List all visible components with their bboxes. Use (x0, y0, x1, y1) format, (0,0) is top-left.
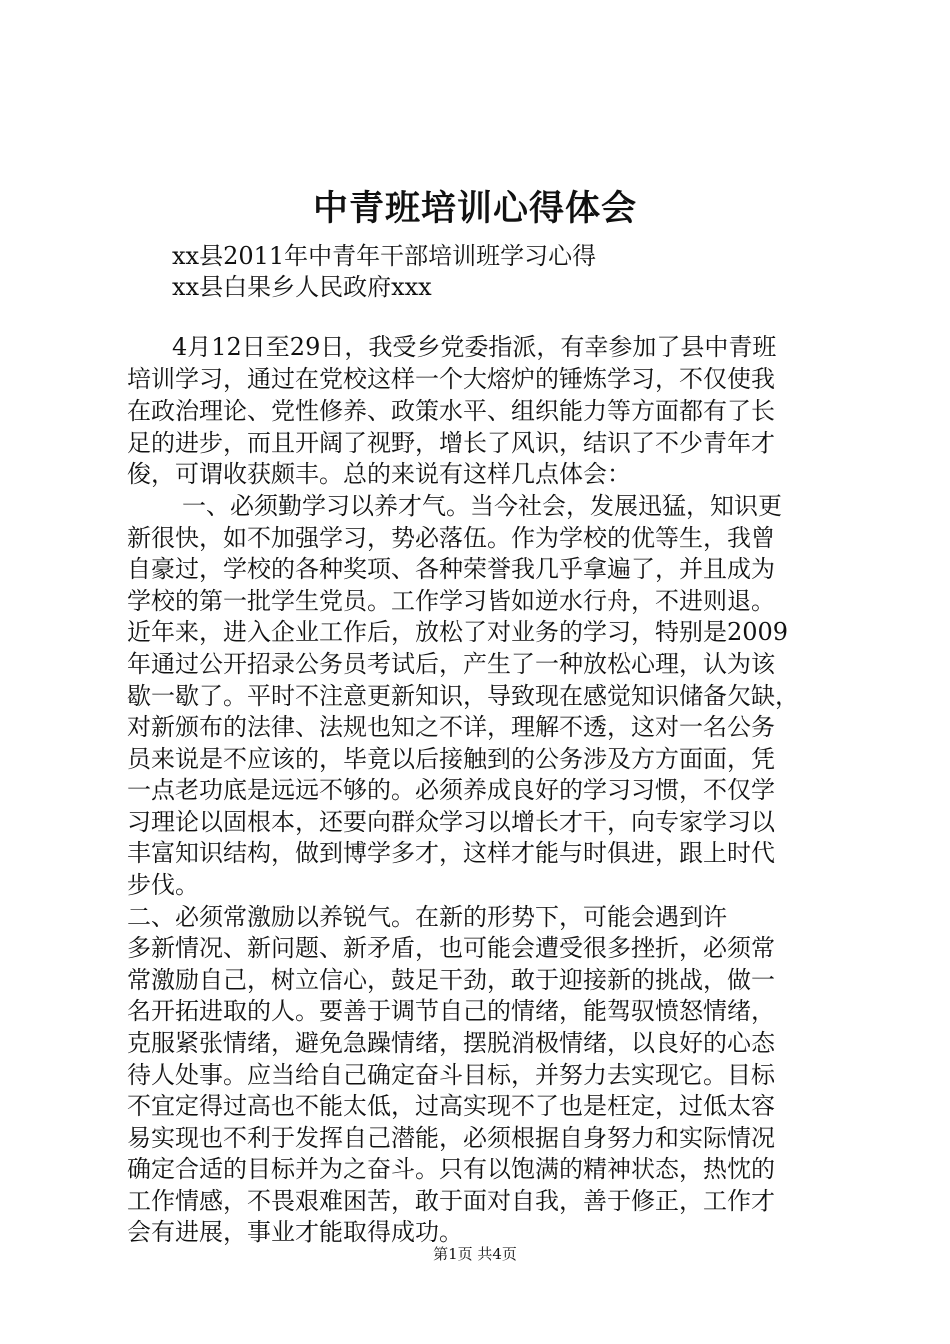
body-line: 步伐。 (127, 871, 199, 899)
body-line: 年通过公开招录公务员考试后，产生了一种放松心理，认为该 (127, 650, 775, 678)
body-line: 确定合适的目标并为之奋斗。只有以饱满的精神状态，热忱的 (127, 1155, 775, 1183)
body-line: 自豪过，学校的各种奖项、各种荣誉我几乎拿遍了，并且成为 (127, 555, 775, 583)
body-line: 名开拓进取的人。要善于调节自己的情绪，能驾驭愤怒情绪， (127, 997, 775, 1025)
body-line: 足的进步，而且开阔了视野，增长了风识，结识了不少青年才 (127, 429, 775, 457)
body-line: 新很快，如不加强学习，势必落伍。作为学校的优等生，我曾 (127, 524, 775, 552)
section-heading-line: 一、必须勤学习以养才气。当今社会，发展迅猛，知识更 (182, 492, 782, 520)
body-line: 二、必须常激励以养锐气。在新的形势下，可能会遇到许 (127, 903, 727, 931)
subtitle-line: xx县2011年中青年干部培训班学习心得 (172, 242, 597, 270)
body-line: 多新情况、新问题、新矛盾，也可能会遭受很多挫折，必须常 (127, 934, 775, 962)
body-line: 在政治理论、党性修养、政策水平、组织能力等方面都有了长 (127, 397, 775, 425)
body-line: 培训学习，通过在党校这样一个大熔炉的锤炼学习，不仅使我 (127, 365, 775, 393)
body-line: 工作情感，不畏艰难困苦，敢于面对自我，善于修正，工作才 (127, 1187, 775, 1215)
author-line: xx县白果乡人民政府xxx (172, 273, 432, 301)
body-line: 克服紧张情绪，避免急躁情绪，摆脱消极情绪，以良好的心态 (127, 1029, 775, 1057)
body-line: 丰富知识结构，做到博学多才，这样才能与时俱进，跟上时代 (127, 839, 775, 867)
body-line: 员来说是不应该的，毕竟以后接触到的公务涉及方方面面，凭 (127, 745, 775, 773)
body-line: 歇一歇了。平时不注意更新知识，导致现在感觉知识储备欠缺， (127, 682, 799, 710)
body-line: 易实现也不利于发挥自己潜能，必须根据自身努力和实际情况 (127, 1124, 775, 1152)
body-line: 一点老功底是远远不够的。必须养成良好的学习习惯，不仅学 (127, 776, 775, 804)
body-line: 近年来，进入企业工作后，放松了对业务的学习，特别是2009 (127, 618, 789, 646)
body-line: 俊，可谓收获颇丰。总的来说有这样几点体会： (127, 460, 631, 488)
body-line: 不宜定得过高也不能太低，过高实现不了也是枉定，过低太容 (127, 1092, 775, 1120)
body-line: 对新颁布的法律、法规也知之不详，理解不透，这对一名公务 (127, 713, 775, 741)
page-footer: 第1页 共4页 (433, 1245, 517, 1263)
document-title: 中青班培训心得体会 (312, 188, 637, 229)
body-line: 学校的第一批学生党员。工作学习皆如逆水行舟，不进则退。 (127, 587, 775, 615)
body-line: 待人处事。应当给自己确定奋斗目标，并努力去实现它。目标 (127, 1061, 775, 1089)
body-line: 4月12日至29日，我受乡党委指派，有幸参加了县中青班 (172, 333, 777, 361)
body-line: 会有进展，事业才能取得成功。 (127, 1218, 463, 1246)
body-line: 习理论以固根本，还要向群众学习以增长才干，向专家学习以 (127, 808, 775, 836)
body-line: 常激励自己，树立信心，鼓足干劲，敢于迎接新的挑战，做一 (127, 966, 775, 994)
